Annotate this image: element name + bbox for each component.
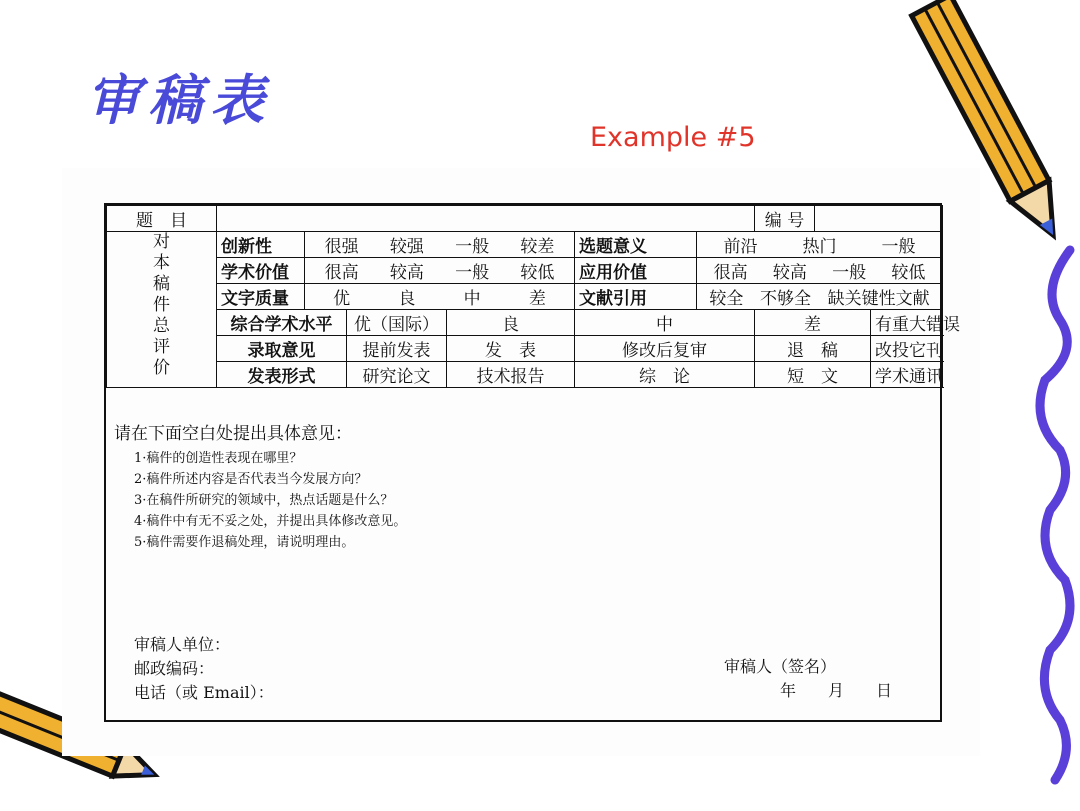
reviewer-info: [134, 633, 274, 705]
level-label: 录取意见: [217, 336, 347, 362]
review-table: [106, 205, 960, 388]
level-option[interactable]: 中: [575, 310, 755, 336]
title-label: 题 目: [107, 206, 217, 232]
question-item: 5·稿件需要作退稿处理，请说明理由。: [134, 535, 355, 550]
phone-email-label: 电话（或 Email）：: [134, 683, 274, 702]
level-label: 发表形式: [217, 362, 347, 388]
postal-code-label: 邮政编码：: [134, 659, 215, 678]
level-option[interactable]: 有重大错误: [871, 310, 943, 336]
level-option[interactable]: 提前发表: [347, 336, 447, 362]
level-label: 综合学术水平: [217, 310, 347, 336]
criterion-options[interactable]: 很高 较高 一般 较低: [305, 258, 575, 284]
comments-section[interactable]: [114, 419, 934, 553]
criterion-options[interactable]: 很强 较强 一般 较差: [305, 232, 575, 258]
question-item: 3·在稿件所研究的领域中，热点话题是什么？: [134, 493, 394, 508]
squiggle-line-icon: [1030, 250, 1080, 780]
slide-title: 审稿表: [86, 68, 272, 132]
level-option[interactable]: 退 稿: [755, 336, 871, 362]
level-option[interactable]: 学术通讯: [871, 362, 943, 388]
level-option[interactable]: 发 表: [447, 336, 575, 362]
level-option[interactable]: 技术报告: [447, 362, 575, 388]
date-label: 年 月 日: [780, 681, 893, 700]
comments-heading: 请在下面空白处提出具体意见：: [114, 424, 352, 444]
question-item: 1·稿件的创造性表现在哪里？: [134, 451, 303, 466]
question-item: 2·稿件所述内容是否代表当今发展方向？: [134, 472, 368, 487]
level-option[interactable]: 差: [755, 310, 871, 336]
criterion-options[interactable]: 前沿 热门 一般: [697, 232, 943, 258]
criterion-options[interactable]: 很高 较高 一般 较低: [697, 258, 943, 284]
level-option[interactable]: 修改后复审: [575, 336, 755, 362]
signature-label: 审稿人（签名）: [724, 657, 837, 676]
level-option[interactable]: 改投它刊: [871, 336, 943, 362]
level-option[interactable]: 综 论: [575, 362, 755, 388]
criterion-label: 文献引用: [575, 284, 697, 310]
number-label: 编 号: [755, 206, 815, 232]
example-label: Example #5: [590, 122, 756, 153]
signature-block: [724, 655, 892, 703]
review-form: [104, 203, 960, 722]
criterion-label: 学术价值: [217, 258, 305, 284]
criterion-label: 应用价值: [575, 258, 697, 284]
criterion-label: 文字质量: [217, 284, 305, 310]
evaluation-label: 对 本 稿 件 总 评 价: [107, 232, 217, 388]
criterion-label: 创新性: [217, 232, 305, 258]
title-field[interactable]: [217, 206, 755, 232]
question-item: 4·稿件中有无不妥之处，并提出具体修改意见。: [134, 514, 407, 529]
level-option[interactable]: 良: [447, 310, 575, 336]
criterion-label: 选题意义: [575, 232, 697, 258]
criterion-options[interactable]: 优 良 中 差: [305, 284, 575, 310]
criterion-options[interactable]: 较全 不够全 缺关键性文献: [697, 284, 943, 310]
level-option[interactable]: 短 文: [755, 362, 871, 388]
level-option[interactable]: 优（国际）: [347, 310, 447, 336]
reviewer-unit-label: 审稿人单位：: [134, 635, 231, 654]
level-option[interactable]: 研究论文: [347, 362, 447, 388]
number-field[interactable]: [815, 206, 943, 232]
